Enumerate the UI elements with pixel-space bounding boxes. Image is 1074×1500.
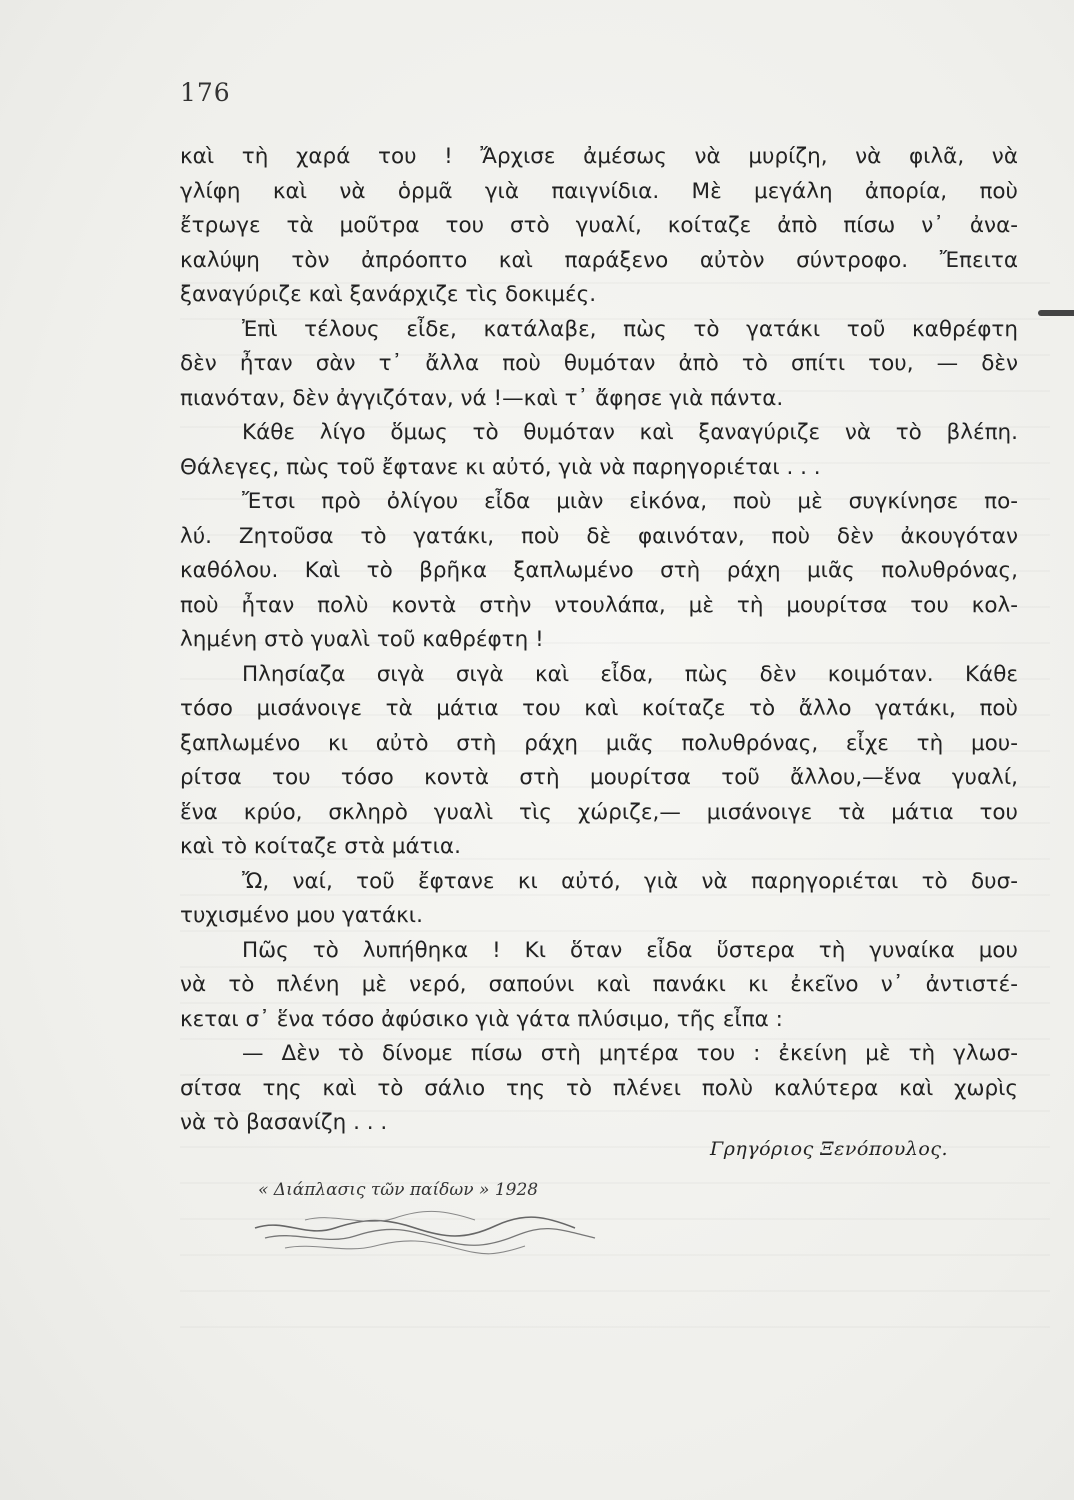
text-line: τυχισμένο μου γατάκι. [180,903,423,928]
body-text [180,140,1018,1141]
text-line: νὰ τὸ βασανίζη . . . [180,1110,388,1135]
text-line: Πλησίαζα σιγὰ σιγὰ καὶ εἶδα, πὼς δὲν κοιμόταν. Κάθε [242,661,1018,687]
source-citation: « Διάπλασις τῶν παίδων » 1928 [258,1180,539,1200]
text-line: σίτσα της καὶ τὸ σάλιο της τὸ πλένει πολὺ καλύτερα καὶ χωρὶς [180,1075,1018,1101]
text-line: ξαπλωμένο κι αὐτὸ στὴ ράχη μιᾶς πολυθρόνας, εἶχε τὴ μου- [180,730,1018,756]
text-line: Κάθε λίγο ὅμως τὸ θυμόταν καὶ ξαναγύριζε νὰ τὸ βλέπη. [242,420,1018,445]
text-line: νὰ τὸ πλένη μὲ νερό, σαπούνι καὶ πανάκι κι ἐκεῖνο ν᾽ ἀντιστέ- [180,972,1018,997]
text-line: ρίτσα του τόσο κοντὰ στὴ μουρίτσα τοῦ ἄλλου,—ἕνα γυαλί, [180,765,1018,790]
text-line: Ὤ, ναί, τοῦ ἔφτανε κι αὐτό, γιὰ νὰ παρηγοριέται τὸ δυσ- [242,868,1018,894]
text-line: καθόλου. Καὶ τὸ βρῆκα ξαπλωμένο στὴ ράχη μιᾶς πολυθρόνας, [180,558,1018,583]
text-line: γλίφη καὶ νὰ ὁρμᾶ γιὰ παιγνίδια. Μὲ μεγάλη ἀπορία, ποὺ [180,178,1018,204]
text-line: Ἐπὶ τέλους εἶδε, κατάλαβε, πὼς τὸ γατάκι τοῦ καθρέφτη [242,316,1018,342]
text-line: τόσο μισάνοιγε τὰ μάτια του καὶ κοίταζε τὸ ἄλλο γατάκι, ποὺ [180,696,1018,721]
text-line: καλύψη τὸν ἀπρόοπτο καὶ παράξενο αὐτὸν σύντροφο. Ἔπειτα [180,247,1018,273]
text-line: ἕνα κρύο, σκληρὸ γυαλὶ τὶς χώριζε,— μισάνοιγε τὰ μάτια του [180,799,1018,825]
text-line: — Δὲν τὸ δίνομε πίσω στὴ μητέρα του : ἐκείνη μὲ τὴ γλωσ- [242,1041,1018,1066]
text-line: καὶ τὴ χαρά του ! Ἄρχισε ἀμέσως νὰ μυρίζη, νὰ φιλᾶ, νὰ [180,144,1018,169]
text-line: ἔτρωγε τὰ μοῦτρα του στὸ γυαλί, κοίταζε ἀπὸ πίσω ν᾽ ἀνα- [180,213,1018,238]
page-edge-mark [1038,310,1074,316]
text-line: ποὺ ἦταν πολὺ κοντὰ στὴν ντουλάπα, μὲ τὴ μουρίτσα του κολ- [180,592,1018,618]
text-line: Ἔτσι πρὸ ὀλίγου εἶδα μιὰν εἰκόνα, ποὺ μὲ συγκίνησε πο- [242,489,1018,514]
text-line: κεται σ᾽ ἕνα τόσο ἀφύσικο γιὰ γάτα πλύσιμο, τῆς εἶπα : [180,1006,783,1032]
text-line: πιανόταν, δὲν ἀγγιζόταν, νά !—καὶ τ᾽ ἄφησε γιὰ πάντα. [180,385,784,411]
wave-flourish-icon [245,1198,625,1268]
page-number: 176 [180,78,231,107]
text-line: λύ. Ζητοῦσα τὸ γατάκι, ποὺ δὲ φαινόταν, ποὺ δὲν ἀκουγόταν [180,523,1018,549]
text-line: Θάλεγες, πὼς τοῦ ἔφτανε κι αὐτό, γιὰ νὰ παρηγοριέται . . . [180,454,821,480]
text-line: ξαναγύριζε καὶ ξανάρχιζε τὶς δοκιμές. [180,282,597,307]
text-line: λημένη στὸ γυαλὶ τοῦ καθρέφτη ! [180,627,544,652]
text-line: καὶ τὸ κοίταζε στὰ μάτια. [180,834,461,859]
author-signature: Γρηγόριος Ξενόπουλος. [710,1138,948,1160]
text-line: Πῶς τὸ λυπήθηκα ! Κι ὅταν εἶδα ὕστερα τὴ γυναίκα μου [242,937,1018,963]
text-line: δὲν ἦταν σὰν τ᾽ ἄλλα ποὺ θυμόταν ἀπὸ τὸ σπίτι του, — δὲν [180,351,1018,376]
